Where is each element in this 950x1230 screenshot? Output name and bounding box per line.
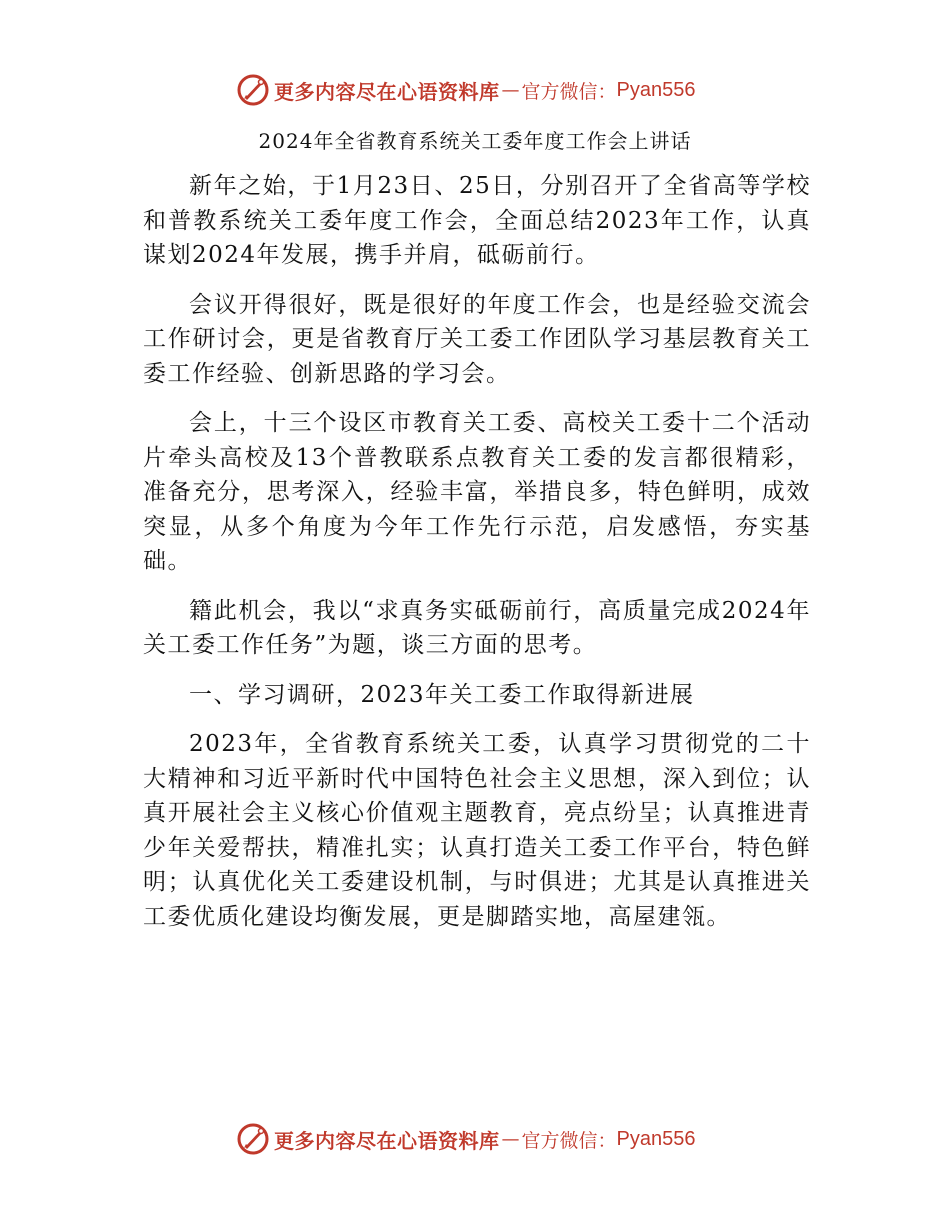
paragraph: 2023年，全省教育系统关工委，认真学习贯彻党的二十大精神和习近平新时代中国特色社会主义思想，深入到位；认真开展社会主义核心价值观主题教育，亮点纷呈；认真推进青少年关爱帮扶，精准扎实；认真打造关工委工作平台，特色鲜明；认真优化关工委建设机制，与时俱进；尤其是认真推进关工委优质化建设均衡发展，更是脚踏实地，高屋建瓴。: [143, 731, 811, 930]
document-body: [143, 169, 811, 949]
paragraph: 新年之始，于1月23日、25日，分别召开了全省高等学校和普教系统关工委年度工作会，全面总结2023年工作，认真谋划2024年发展，携手并肩，砥砺前行。: [143, 173, 811, 268]
watermark-wechat-id: Pyan556: [616, 1127, 696, 1150]
paragraph: 会议开得很好，既是很好的年度工作会，也是经验交流会工作研讨会，更是省教育厅关工委工作团队学习基层教育关工委工作经验、创新思路的学习会。: [143, 291, 811, 387]
quill-logo-icon: [236, 1122, 270, 1156]
document-title: 2024年全省教育系统关工委年度工作会上讲话: [258, 129, 692, 153]
section-heading: 一、学习调研，2023年关工委工作取得新进展: [189, 681, 695, 708]
watermark-dash: —: [501, 79, 520, 101]
quill-logo-icon: [236, 73, 270, 107]
watermark-dash: —: [501, 1128, 520, 1150]
watermark-label: 官方微信：: [521, 1129, 617, 1152]
watermark-text: 更多内容尽在心语资料库: [274, 1128, 500, 1153]
header-watermark: [236, 72, 695, 108]
watermark-text: 更多内容尽在心语资料库: [274, 79, 500, 104]
watermark-label: 官方微信：: [521, 80, 617, 103]
watermark-wechat-id: Pyan556: [616, 78, 696, 101]
paragraph: 会上，十三个设区市教育关工委、高校关工委十二个活动片牵头高校及13个普教联系点教育关工委的发言都很精彩，准备充分，思考深入，经验丰富，举措良多，特色鲜明，成效突显，从多个角度为今年工作先行示范，启发感悟，夯实基础。: [143, 410, 811, 574]
paragraph: 籍此机会，我以“求真务实砥砺前行，高质量完成2024年关工委工作任务”为题，谈三方面的思考。: [143, 597, 811, 658]
footer-watermark: [236, 1121, 695, 1157]
